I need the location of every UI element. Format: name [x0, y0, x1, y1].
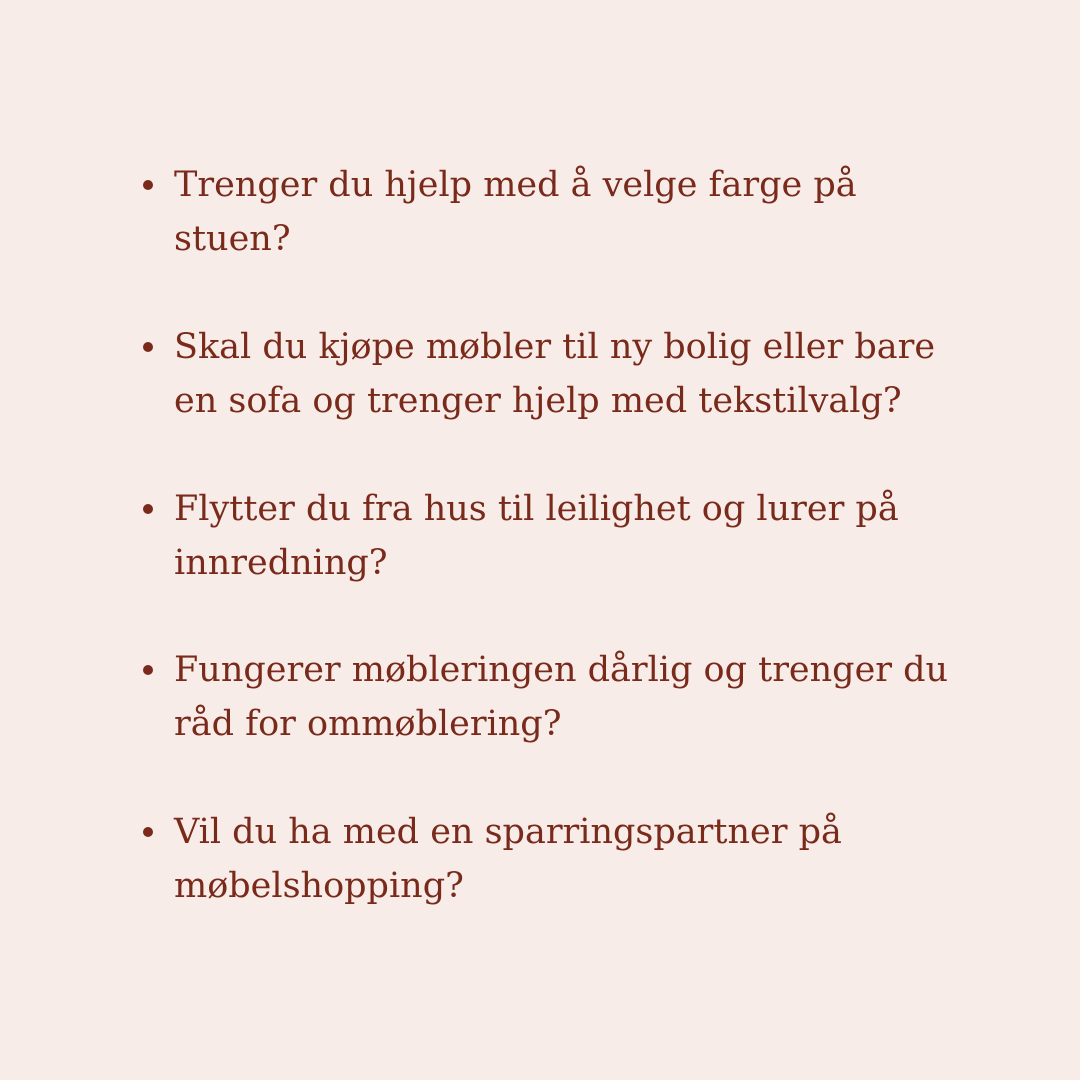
list-item-text: Fungerer møbleringen dårlig og trenger du råd for ommøblering? — [174, 650, 949, 744]
list-item-text: Trenger du hjelp med å velge farge på stuen? — [174, 165, 857, 259]
list-item — [174, 643, 994, 751]
list-item-text: Flytter du fra hus til leilighet og lurer på innredning? — [174, 489, 899, 583]
list-item-text: Vil du ha med en sparringspartner på møbelshopping? — [174, 812, 842, 906]
bullet-dot-icon — [143, 827, 153, 837]
list-item — [174, 158, 994, 266]
list-item-text: Skal du kjøpe møbler til ny bolig eller bare en sofa og trenger hjelp med tekstilvalg? — [174, 327, 936, 421]
bullet-dot-icon — [143, 342, 153, 352]
bullet-dot-icon — [143, 504, 153, 514]
list-item — [174, 482, 994, 590]
list-item — [174, 805, 994, 913]
bullet-dot-icon — [143, 180, 153, 190]
list-item — [174, 320, 994, 428]
bullet-dot-icon — [143, 665, 153, 675]
